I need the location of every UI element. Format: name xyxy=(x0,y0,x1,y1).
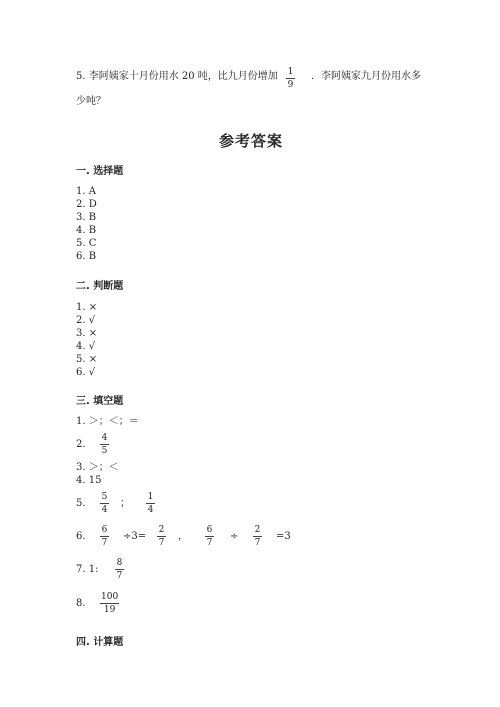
fraction-bar xyxy=(205,536,214,537)
fill-answer-7-fraction xyxy=(115,558,124,581)
fill-answer-3: 3. ＞；＜ xyxy=(76,462,119,473)
fraction-bar xyxy=(157,536,166,537)
fraction-bar xyxy=(100,444,109,445)
fraction-denominator: 7 xyxy=(206,538,213,548)
fill-answer-6-fraction-4 xyxy=(253,525,262,548)
fraction-bar xyxy=(100,536,109,537)
fraction-bar xyxy=(286,78,295,79)
problem-5-text-a: 5. 李阿姨家十月份用水 20 吨，比九月份增加 xyxy=(76,71,278,82)
fill-answer-8-fraction xyxy=(100,592,119,615)
fraction-numerator: 1 xyxy=(147,492,154,502)
fill-answer-2-fraction xyxy=(100,433,109,456)
section-1-title: 一. 选择题 xyxy=(76,166,124,177)
fill-answer-7-label: 7. 1: xyxy=(76,564,99,575)
fill-answer-2-label: 2. xyxy=(76,439,86,450)
fraction-bar xyxy=(100,603,119,604)
fraction-numerator: 100 xyxy=(101,592,119,602)
section-3-title: 三. 填空题 xyxy=(76,396,124,407)
list-item: 5. C xyxy=(76,238,97,249)
fraction-denominator: 5 xyxy=(101,446,108,456)
list-item: 5. × xyxy=(76,354,98,365)
fill-answer-6-label: 6. xyxy=(76,531,86,542)
fraction-denominator: 4 xyxy=(101,505,108,515)
answers-title: 参考答案 xyxy=(219,132,284,150)
fraction-denominator: 7 xyxy=(254,538,261,548)
fraction-numerator: 6 xyxy=(206,525,213,535)
problem-5-fraction xyxy=(286,67,295,90)
list-item: 2. √ xyxy=(76,315,96,326)
fill-answer-6-fraction-1 xyxy=(100,525,109,548)
fraction-numerator: 8 xyxy=(116,558,123,568)
fill-answer-5-fraction-1 xyxy=(100,492,109,515)
fraction-denominator: 7 xyxy=(116,571,123,581)
fraction-bar xyxy=(100,503,109,504)
fill-answer-5-fraction-2 xyxy=(146,492,155,515)
list-item: 1. × xyxy=(76,302,98,313)
list-item: 4. B xyxy=(76,225,97,236)
list-item: 6. B xyxy=(76,251,97,262)
fraction-numerator: 4 xyxy=(101,433,108,443)
fraction-numerator: 6 xyxy=(101,525,108,535)
fraction-bar xyxy=(115,569,124,570)
fill-answer-6-operator-2: ÷ xyxy=(230,531,239,542)
list-item: 3. B xyxy=(76,212,97,223)
section-2-title: 二. 判断题 xyxy=(76,281,124,292)
list-item: 1. A xyxy=(76,186,96,197)
list-item: 4. √ xyxy=(76,341,96,352)
fraction-numerator: 2 xyxy=(254,525,261,535)
fill-answer-5-separator: ； xyxy=(120,498,130,509)
list-item: 3. × xyxy=(76,328,98,339)
section-4-title: 四. 计算题 xyxy=(76,637,124,648)
fraction-bar xyxy=(253,536,262,537)
fill-answer-6-fraction-2 xyxy=(157,525,166,548)
fraction-denominator: 9 xyxy=(287,80,294,90)
list-item: 6. √ xyxy=(76,367,96,378)
fill-answer-6-result: =3 xyxy=(276,531,291,542)
fraction-denominator: 7 xyxy=(158,538,165,548)
fill-answer-6-comma: ， xyxy=(178,531,188,542)
problem-5-text-c: 少吨？ xyxy=(76,96,106,107)
fill-answer-8-label: 8. xyxy=(76,598,86,609)
list-item: 2. D xyxy=(76,199,97,210)
fraction-denominator: 4 xyxy=(147,505,154,515)
fill-answer-1: 1. ＞；＜；＝ xyxy=(76,416,139,427)
fraction-bar xyxy=(146,503,155,504)
fraction-denominator: 7 xyxy=(101,538,108,548)
fill-answer-4: 4. 15 xyxy=(76,475,102,486)
fraction-denominator: 19 xyxy=(103,605,116,615)
fill-answer-5-label: 5. xyxy=(76,498,86,509)
fill-answer-6-fraction-3 xyxy=(205,525,214,548)
fraction-numerator: 5 xyxy=(101,492,108,502)
fraction-numerator: 2 xyxy=(158,525,165,535)
fraction-numerator: 1 xyxy=(287,67,294,77)
fill-answer-6-operator-1: ÷3= xyxy=(123,531,147,542)
problem-5-text-b: ．李阿姨家九月份用水多 xyxy=(311,71,421,82)
